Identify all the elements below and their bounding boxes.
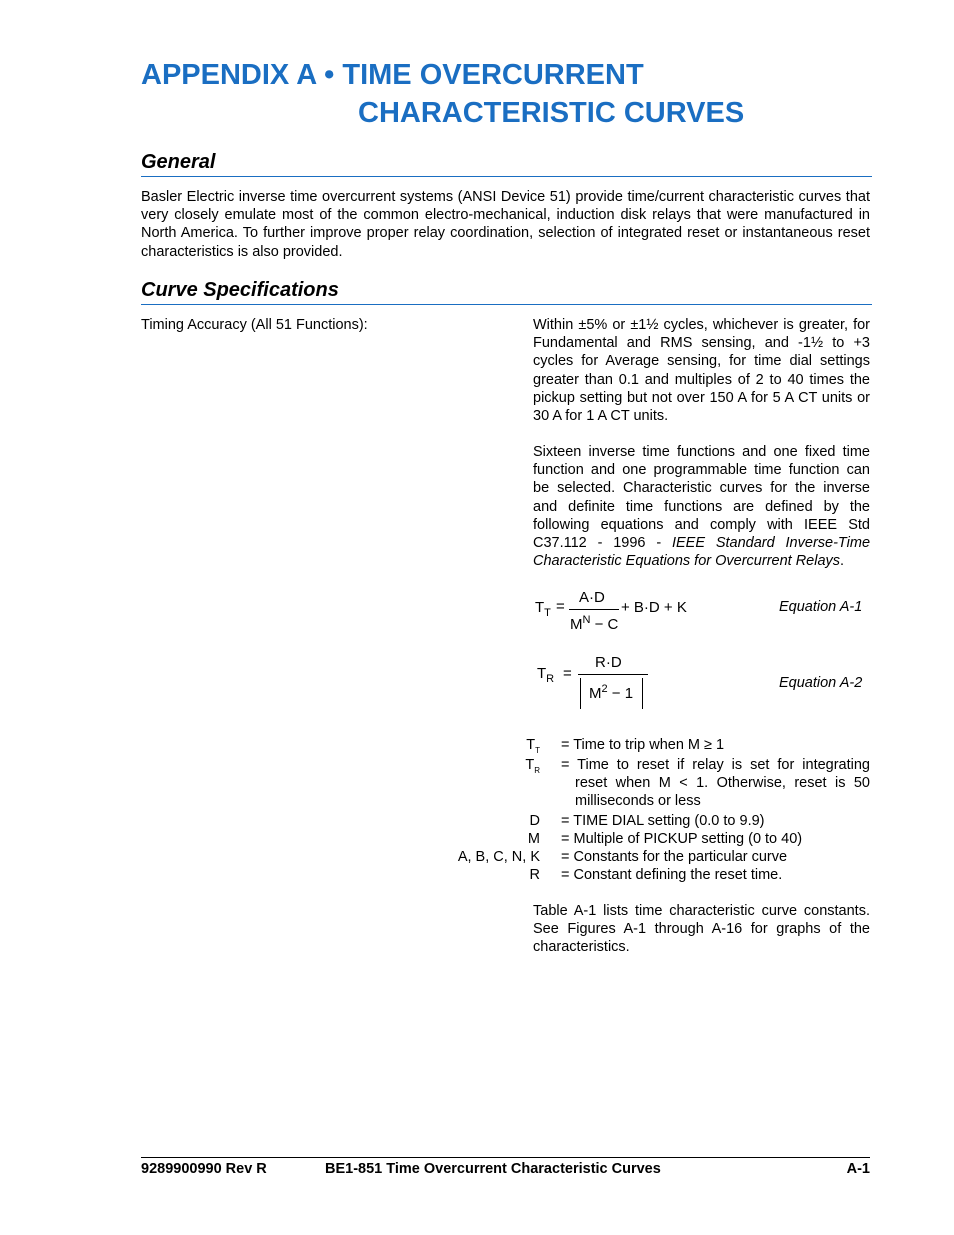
timing-accuracy-label: Timing Accuracy (All 51 Functions): [141,317,368,333]
definition-description: = TIME DIAL setting (0.0 to 9.9) [561,813,765,829]
definition-symbol: D [529,813,540,829]
equation-a2: $T_R$ = R·D $M^2 - 1$ [537,653,657,715]
footer-rule [141,1157,870,1158]
definition-description: = Constant defining the reset time. [561,867,783,883]
appendix-title-line2: CHARACTERISTIC CURVES [358,97,745,129]
inverse-functions-paragraph: Sixteen inverse time functions and one fixed time function and one programmable time function can be selected. Characteristic curves for the inverse and definite time functions are defined by the following equations and comply with IEEE Std C37.112 - 1996 - IEEE Standard Inverse-Time Characteristic Equations for Overcurrent Relays. [533,444,871,570]
equation-a2-label: Equation A-2 [779,675,863,691]
footer-document-title: BE1-851 Time Overcurrent Characteristic Curves [325,1161,661,1177]
equation-a1: $T_T$ = A·D $M^N - C$ + B·D + K [535,589,687,633]
section-heading-curve-specifications: Curve Specifications [141,279,872,305]
appendix-title-line1: APPENDIX A • TIME OVERCURRENT [141,59,644,91]
footer-document-number: 9289900990 Rev R [141,1161,267,1177]
definition-description: = Time to trip when M ≥ 1 [561,737,725,753]
definition-symbol: A, B, C, N, K [457,849,540,865]
equation-a1-label: Equation A-1 [779,599,863,615]
definition-symbol: M [527,831,540,847]
definition-symbol: $T_T$ [526,737,540,755]
table-reference-paragraph: Table A-1 lists time characteristic curve constants. See Figures A-1 through A-16 for graphs of the characteristics. [533,903,870,956]
timing-accuracy-paragraph: Within ±5% or ±1½ cycles, whichever is greater, for Fundamental and RMS sensing, and -1½ to +3 cycles for Average sensing, for time dial settings greater than 0.1 and multiples of 2 to 40 times the pickup setting but not over 150 A for 5 A CT units or 30 A for 1 A CT units. [533,317,870,425]
footer-page-number: A-1 [846,1161,870,1177]
section-heading-general: General [141,151,872,177]
definition-description: = Time to reset if relay is set for integrating reset when M < 1. Otherwise, reset is 50 milliseconds or less [561,757,870,810]
general-paragraph: Basler Electric inverse time overcurrent systems (ANSI Device 51) provide time/current characteristic curves that very closely emulate most of the common electro-mechanical, induction disk relays that were manufactured in North America. To further improve proper relay coordination, selection of integrated reset or instantaneous reset characteristics is also provided. [141,189,870,260]
definition-description: = Constants for the particular curve [561,849,788,865]
definition-symbol: $T_R$ [525,757,540,775]
definition-description: = Multiple of PICKUP setting (0 to 40) [561,831,803,847]
definition-symbol: R [529,867,540,883]
